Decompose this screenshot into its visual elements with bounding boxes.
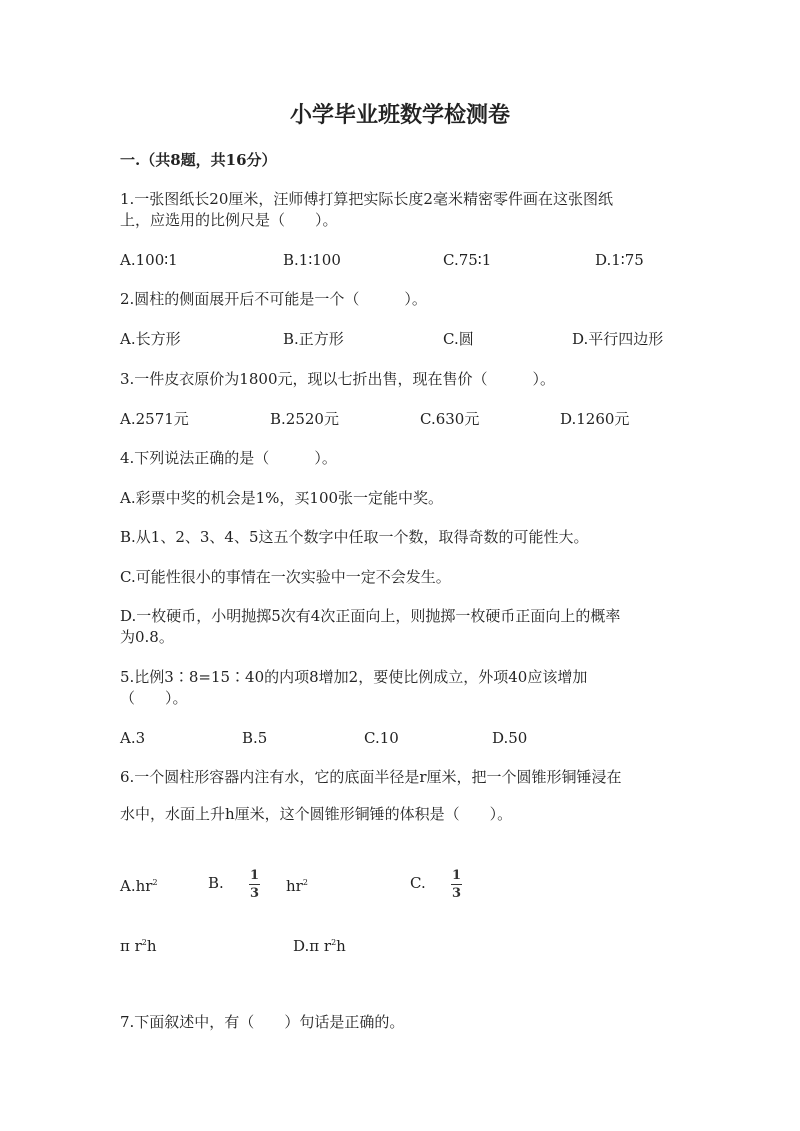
- question-7-text: 7.下面叙述中，有（ ）句话是正确的。: [120, 1013, 405, 1031]
- question-1-option-b: B.1∶100: [283, 251, 341, 269]
- question-6-option-c-expr: π $r^2h$: [120, 937, 157, 955]
- question-4-option-a: A.彩票中奖的机会是1%，买100张一定能中奖。: [120, 489, 444, 507]
- question-6-option-b-label: B.: [208, 874, 224, 892]
- question-5-option-c: C.10: [364, 729, 399, 747]
- question-5-text-cont: （ ）。: [120, 689, 188, 707]
- page-title: 小学毕业班数学检测卷: [289, 102, 510, 128]
- question-3-option-a: A.2571元: [120, 410, 189, 428]
- question-6-text: 6.一个圆柱形容器内注有水，它的底面半径是r厘米，把一个圆锥形铜锤浸在: [120, 768, 622, 786]
- question-5-option-b: B.5: [242, 729, 268, 747]
- question-1-text: 1.一张图纸长20厘米，汪师傅打算把实际长度2毫米精密零件画在这张图纸: [120, 190, 613, 208]
- question-4-option-b: B.从1、2、3、4、5这五个数字中任取一个数，取得奇数的可能性大。: [120, 528, 589, 546]
- question-3-text: 3.一件皮衣原价为1800元，现以七折出售，现在售价（ ）。: [120, 370, 555, 388]
- question-5-text: 5.比例3∶8=15∶40的内项8增加2，要使比例成立，外项40应该增加: [120, 668, 588, 686]
- question-4-text: 4.下列说法正确的是（ ）。: [120, 449, 337, 467]
- section-heading: 一.（共8题，共16分）: [120, 151, 277, 169]
- question-2-option-d: D.平行四边形: [572, 330, 664, 348]
- question-2-text: 2.圆柱的侧面展开后不可能是一个（ ）。: [120, 290, 427, 308]
- question-4-option-d-cont: 为0.8。: [120, 628, 174, 646]
- question-2-option-b: B.正方形: [283, 330, 344, 348]
- fraction-one-third-b: 1 3: [249, 868, 260, 901]
- fraction-one-third-c: 1 3: [451, 868, 462, 901]
- question-1-option-d: D.1∶75: [595, 251, 644, 269]
- question-6-option-c-label: C.: [410, 874, 426, 892]
- question-1-option-a: A.100∶1: [120, 251, 178, 269]
- question-6-option-b-expr: $hr^2$: [286, 877, 308, 895]
- question-6-option-d: D.π $r^2h$: [293, 937, 346, 955]
- question-2-option-c: C.圆: [443, 330, 474, 348]
- question-3-option-c: C.630元: [420, 410, 480, 428]
- question-6-text-cont: 水中，水面上升h厘米，这个圆锥形铜锤的体积是（ ）。: [120, 805, 513, 823]
- question-1-text-cont: 上，应选用的比例尺是（ ）。: [120, 211, 338, 229]
- question-3-option-b: B.2520元: [270, 410, 339, 428]
- question-4-option-c: C.可能性很小的事情在一次实验中一定不会发生。: [120, 568, 451, 586]
- question-3-option-d: D.1260元: [560, 410, 630, 428]
- question-4-option-d: D.一枚硬币，小明抛掷5次有4次正面向上，则抛掷一枚硬币正面向上的概率: [120, 607, 621, 625]
- question-1-option-c: C.75∶1: [443, 251, 492, 269]
- question-2-option-a: A.长方形: [120, 330, 181, 348]
- question-6-option-a: $A.hr^2$: [120, 877, 158, 895]
- question-5-option-d: D.50: [492, 729, 528, 747]
- question-5-option-a: A.3: [120, 729, 146, 747]
